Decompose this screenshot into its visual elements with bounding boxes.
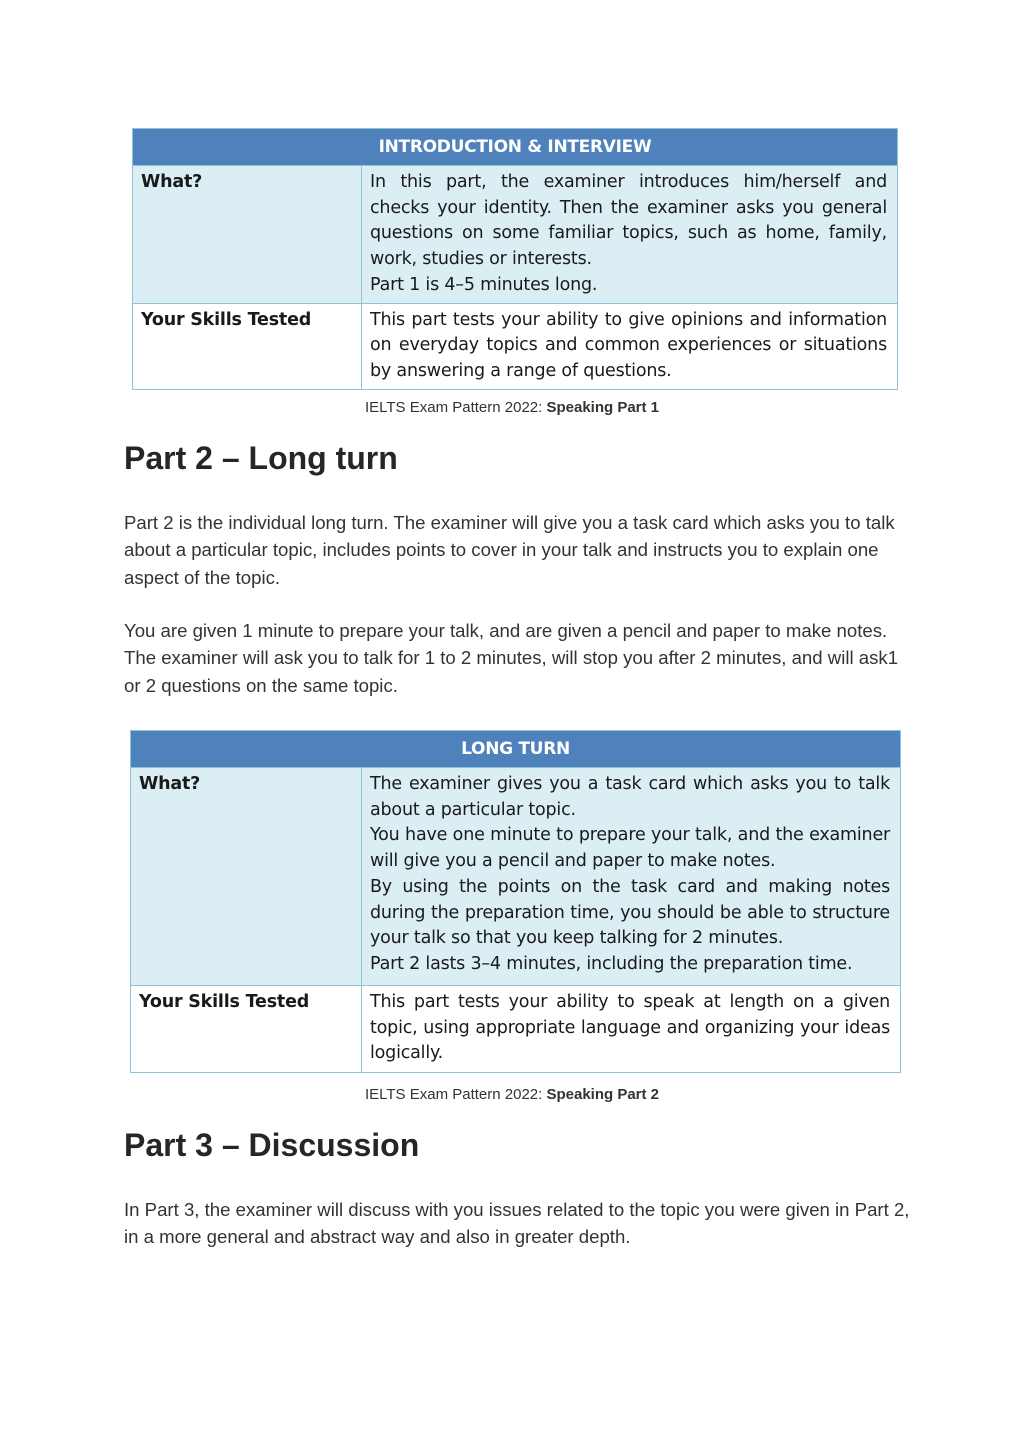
- row-description: [362, 303, 898, 389]
- row-description: [362, 166, 898, 304]
- table-caption: [0, 1086, 1024, 1103]
- caption-bold-text: Speaking Part 2: [546, 1086, 660, 1103]
- speaking-part2-table: [130, 730, 901, 1073]
- description-line: You have one minute to prepare your talk, and the examiner will give you a pencil and paper to make notes.: [370, 825, 891, 872]
- table-row: [133, 166, 898, 304]
- table-header: LONG TURN: [131, 731, 901, 768]
- table-header: INTRODUCTION & INTERVIEW: [133, 129, 898, 166]
- speaking-part1-table: [132, 128, 898, 390]
- row-label: Your Skills Tested: [131, 986, 362, 1073]
- row-description: [362, 986, 901, 1073]
- table-row: [131, 768, 901, 986]
- section-heading: Part 3 – Discussion: [124, 1127, 420, 1163]
- description-line: By using the points on the task card and making notes during the preparation time, you should be able to structure your talk so that you keep talking for 2 minutes.: [370, 876, 891, 949]
- row-label: What?: [133, 166, 362, 304]
- caption-text: IELTS Exam Pattern 2022:: [364, 1086, 547, 1103]
- body-paragraph: You are given 1 minute to prepare your talk, and are given a pencil and paper to make notes. The examiner will ask you to talk for 1 to 2 minutes, will stop you after 2 minutes, and will ask1 or 2 questions on the same topic.: [124, 620, 899, 696]
- table-row: [131, 986, 901, 1073]
- caption-bold-text: Speaking Part 1: [546, 399, 660, 416]
- description-line: In this part, the examiner introduces him/herself and checks your identity. Then the examiner asks you general questions on some familiar topics, such as home, family, work, studies or interests.: [370, 172, 887, 270]
- description-line: This part tests your ability to give opinions and information on everyday topics and common experiences or situations by answering a range of questions.: [370, 309, 887, 381]
- row-label: Your Skills Tested: [133, 303, 362, 389]
- row-description: [362, 768, 901, 986]
- section-heading: Part 2 – Long turn: [124, 440, 398, 476]
- description-line: This part tests your ability to speak at length on a given topic, using appropriate language and organizing your ideas logically.: [370, 992, 891, 1064]
- description-line: The examiner gives you a task card which asks you to talk about a particular topic.: [370, 774, 891, 820]
- body-paragraph: In Part 3, the examiner will discuss with you issues related to the topic you were given in Part 2, in a more general and abstract way and also in greater depth.: [124, 1199, 910, 1248]
- body-paragraph: Part 2 is the individual long turn. The examiner will give you a task card which asks you to talk about a particular topic, includes points to cover in your talk and instructs you to explain one aspect of the topic.: [124, 512, 895, 588]
- table-row: [133, 303, 898, 389]
- caption-text: IELTS Exam Pattern 2022:: [364, 399, 547, 416]
- row-label: What?: [131, 768, 362, 986]
- description-line: Part 1 is 4–5 minutes long.: [370, 274, 598, 295]
- description-line: Part 2 lasts 3–4 minutes, including the preparation time.: [370, 953, 853, 974]
- table-caption: [0, 399, 1024, 416]
